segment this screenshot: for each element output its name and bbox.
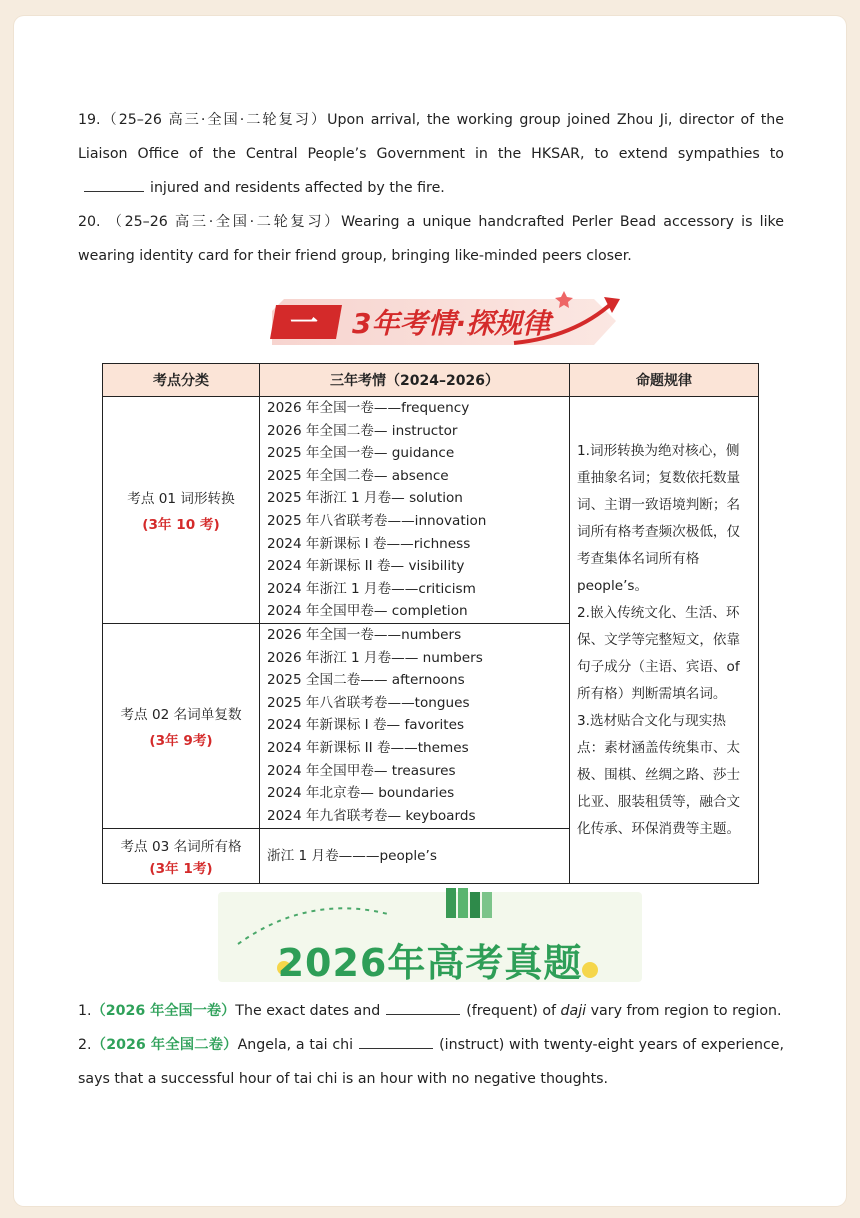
exercise-text: The exact dates and [235,1003,381,1019]
exercise-1 [78,994,784,1028]
table-row [103,397,759,624]
table-header-row [103,364,759,397]
q20-text: Wearing a unique handcrafted Perler Bead accessory is like wearing identity card for their friend group, bringing like-minded peers closer. [78,214,784,264]
exercise-text: vary from region to region. [590,1003,782,1019]
answer-blank[interactable] [359,1034,433,1049]
exercise-2 [78,1028,784,1096]
list-item: 2025 年浙江 1 月卷— solution [267,490,463,507]
exercise-number: 1. [78,1003,92,1019]
exercise-source-tag: （2026 年全国二卷） [91,1037,238,1053]
list-item: 2026 年全国一卷——frequency [267,400,470,416]
list-item: 2025 全国二卷—— afternoons [267,672,465,689]
q19-prefix: 19.（25–26 高三·全国·二轮复习） [78,112,328,128]
list-item: 2025 年八省联考卷——tongues [267,694,470,711]
q20-prefix: 20. （25–26 高三·全国·二轮复习） [78,214,342,230]
section-title: 2026年高考真题 [277,941,583,985]
rule-item: 1.词形转换为绝对核心，侧重抽象名词；复数依托数量词、主谓一致语境判断；名词所有格考查频次极低，仅考查集体名词所有格 people’s。 [577,442,741,594]
answer-blank[interactable] [84,177,144,192]
category-count: (3年 10 考) [142,517,220,533]
list-item: 2024 年全国甲卷— treasures [267,762,456,779]
answer-blank[interactable] [386,1000,460,1015]
list-item: 浙江 1 月卷———people’s [267,847,437,864]
list-item: 2024 年北京卷— boundaries [267,785,455,802]
category-label: 考点 02 名词单复数 [120,707,242,723]
list-item: 2024 年九省联考卷— keyboards [267,807,476,824]
header-rule: 命题规律 [570,364,759,397]
exercise-source-tag: （2026 年全国一卷） [91,1003,236,1019]
header-category: 考点分类 [103,364,260,397]
list-item: 2024 年新课标 II 卷— visibility [267,558,465,575]
exercise-text: Angela, a tai chi [237,1037,354,1053]
list-item: 2026 年全国一卷——numbers [267,627,462,643]
q19-text: Upon arrival, the working group joined Zhou Ji, director of the Liaison Office of the Central People’s Government in the HKSAR, to extend sympathies to [78,112,784,162]
rule-item: 2.嵌入传统文化、生活、环保、文学等完整短文，依靠句子成分（主语、宾语、of 所有格）判断需填名词。 [577,604,741,702]
history-list [260,397,570,624]
exercise-italic-word: daji [560,1003,587,1019]
list-item: 2024 年新课标 II 卷——themes [267,739,469,756]
banner-badge: 一 [289,306,319,339]
category-cell [103,829,260,884]
list-item: 2024 年浙江 1 月卷——criticism [267,580,476,597]
question-20 [78,205,784,273]
history-list [260,829,570,884]
banner-title: 3年考情·探规律 [352,307,551,340]
rule-item: 3.选材贴合文化与现实热点：素材涵盖传统集市、太极、围棋、丝绸之路、莎士比亚、服装租赁等，融合文化传承、环保消费等主题。 [577,712,741,837]
header-history: 三年考情（2024–2026） [260,364,570,397]
category-cell [103,397,260,624]
category-label: 考点 01 词形转换 [127,491,235,507]
rule-cell [570,397,759,884]
list-item: 2025 年全国二卷— absence [267,467,449,484]
list-item: 2025 年八省联考卷——innovation [267,512,487,529]
exercise-text: (frequent) of [466,1003,557,1019]
q19-text-end: injured and residents affected by the fire. [150,180,445,196]
list-item: 2024 年新课标 I 卷— favorites [267,717,465,734]
section-banner [264,285,634,355]
question-19 [78,103,784,205]
category-cell [103,624,260,829]
exercise-text: (instruct) with twenty-eight years of experience, says that a successful hour of tai chi is an hour with no negative thoughts. [78,1037,784,1087]
list-item: 2025 年全国一卷— guidance [267,445,455,462]
section-header [218,884,642,984]
category-label: 考点 03 名词所有格 [120,839,242,855]
list-item: 2024 年全国甲卷— completion [267,603,468,620]
exercise-number: 2. [78,1037,92,1053]
category-count: (3年 1考) [149,861,213,877]
list-item: 2026 年浙江 1 月卷—— numbers [267,649,483,666]
list-item: 2024 年新课标 I 卷——richness [267,535,471,552]
list-item: 2026 年全国二卷— instructor [267,422,458,439]
exam-analysis-table [102,363,759,884]
history-list [260,624,570,829]
category-count: (3年 9考) [149,733,213,749]
